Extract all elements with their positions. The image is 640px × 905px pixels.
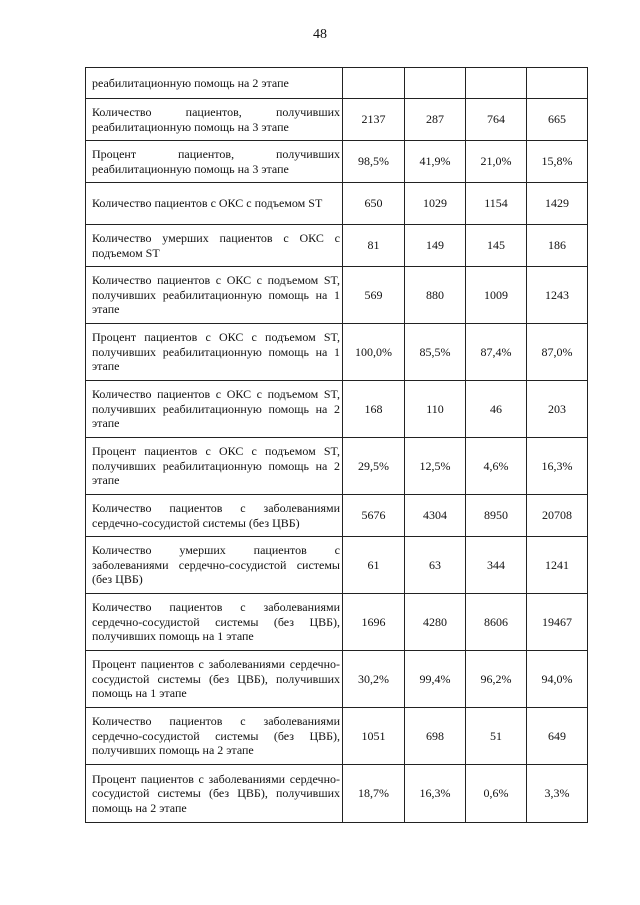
table-row — [86, 651, 588, 708]
value-cell: 99,4% — [405, 651, 466, 708]
value-cell: 16,3% — [405, 765, 466, 823]
value-cell: 0,6% — [466, 765, 527, 823]
value-cell: 18,7% — [343, 765, 405, 823]
value-cell: 880 — [405, 267, 466, 324]
value-cell — [466, 68, 527, 99]
table-row — [86, 381, 588, 438]
value-cell: 4,6% — [466, 438, 527, 495]
value-cell: 3,3% — [527, 765, 588, 823]
row-label: Процент пациентов, получивших реабилитационную помощь на 3 этапе — [86, 141, 343, 183]
value-cell: 344 — [466, 537, 527, 594]
table-row — [86, 68, 588, 99]
row-label: Количество пациентов с заболеваниями сердечно-сосудистой системы (без ЦВБ), получивших помощь на 1 этапе — [86, 594, 343, 651]
value-cell: 96,2% — [466, 651, 527, 708]
value-cell: 203 — [527, 381, 588, 438]
table-row — [86, 183, 588, 225]
row-label: Процент пациентов с ОКС с подъемом ST, получивших реабилитационную помощь на 2 этапе — [86, 438, 343, 495]
value-cell: 287 — [405, 99, 466, 141]
value-cell: 100,0% — [343, 324, 405, 381]
value-cell: 85,5% — [405, 324, 466, 381]
statistics-table — [85, 67, 588, 823]
value-cell — [405, 68, 466, 99]
table-row — [86, 765, 588, 823]
value-cell: 8606 — [466, 594, 527, 651]
row-label: Количество пациентов с заболеваниями сердечно-сосудистой системы (без ЦВБ) — [86, 495, 343, 537]
value-cell: 1429 — [527, 183, 588, 225]
value-cell: 98,5% — [343, 141, 405, 183]
table-row — [86, 537, 588, 594]
table-row — [86, 708, 588, 765]
value-cell: 20708 — [527, 495, 588, 537]
value-cell: 87,4% — [466, 324, 527, 381]
value-cell: 698 — [405, 708, 466, 765]
value-cell: 649 — [527, 708, 588, 765]
value-cell: 29,5% — [343, 438, 405, 495]
value-cell: 4280 — [405, 594, 466, 651]
value-cell: 650 — [343, 183, 405, 225]
row-label: Количество умерших пациентов с заболеваниями сердечно-сосудистой системы (без ЦВБ) — [86, 537, 343, 594]
row-label: Количество пациентов с заболеваниями сердечно-сосудистой системы (без ЦВБ), получивших помощь на 2 этапе — [86, 708, 343, 765]
value-cell: 186 — [527, 225, 588, 267]
row-label: реабилитационную помощь на 2 этапе — [86, 68, 343, 99]
row-label: Количество пациентов с ОКС с подъемом ST, получивших реабилитационную помощь на 2 этапе — [86, 381, 343, 438]
row-label: Количество умерших пациентов с ОКС с подъемом ST — [86, 225, 343, 267]
value-cell: 51 — [466, 708, 527, 765]
value-cell — [527, 68, 588, 99]
value-cell: 149 — [405, 225, 466, 267]
table-row — [86, 438, 588, 495]
value-cell: 81 — [343, 225, 405, 267]
row-label: Процент пациентов с заболеваниями сердечно-сосудистой системы (без ЦВБ), получивших помощь на 2 этапе — [86, 765, 343, 823]
value-cell: 8950 — [466, 495, 527, 537]
value-cell — [343, 68, 405, 99]
table-row — [86, 324, 588, 381]
value-cell: 12,5% — [405, 438, 466, 495]
value-cell: 1029 — [405, 183, 466, 225]
row-label: Количество пациентов с ОКС с подъемом ST — [86, 183, 343, 225]
row-label: Количество пациентов, получивших реабилитационную помощь на 3 этапе — [86, 99, 343, 141]
table-row — [86, 141, 588, 183]
value-cell: 19467 — [527, 594, 588, 651]
value-cell: 63 — [405, 537, 466, 594]
value-cell: 1154 — [466, 183, 527, 225]
value-cell: 5676 — [343, 495, 405, 537]
value-cell: 46 — [466, 381, 527, 438]
value-cell: 764 — [466, 99, 527, 141]
value-cell: 61 — [343, 537, 405, 594]
value-cell: 41,9% — [405, 141, 466, 183]
table-row — [86, 225, 588, 267]
value-cell: 168 — [343, 381, 405, 438]
value-cell: 1696 — [343, 594, 405, 651]
table-row — [86, 267, 588, 324]
row-label: Количество пациентов с ОКС с подъемом ST, получивших реабилитационную помощь на 1 этапе — [86, 267, 343, 324]
table-row — [86, 594, 588, 651]
value-cell: 1241 — [527, 537, 588, 594]
value-cell: 1009 — [466, 267, 527, 324]
value-cell: 1051 — [343, 708, 405, 765]
value-cell: 1243 — [527, 267, 588, 324]
value-cell: 110 — [405, 381, 466, 438]
value-cell: 4304 — [405, 495, 466, 537]
value-cell: 30,2% — [343, 651, 405, 708]
value-cell: 21,0% — [466, 141, 527, 183]
row-label: Процент пациентов с заболеваниями сердечно-сосудистой системы (без ЦВБ), получивших помощь на 1 этапе — [86, 651, 343, 708]
table-body — [86, 68, 588, 823]
value-cell: 2137 — [343, 99, 405, 141]
table-row — [86, 495, 588, 537]
value-cell: 87,0% — [527, 324, 588, 381]
page-number: 48 — [313, 27, 327, 42]
value-cell: 15,8% — [527, 141, 588, 183]
value-cell: 16,3% — [527, 438, 588, 495]
value-cell: 145 — [466, 225, 527, 267]
value-cell: 665 — [527, 99, 588, 141]
value-cell: 94,0% — [527, 651, 588, 708]
value-cell: 569 — [343, 267, 405, 324]
table-row — [86, 99, 588, 141]
row-label: Процент пациентов с ОКС с подъемом ST, получивших реабилитационную помощь на 1 этапе — [86, 324, 343, 381]
